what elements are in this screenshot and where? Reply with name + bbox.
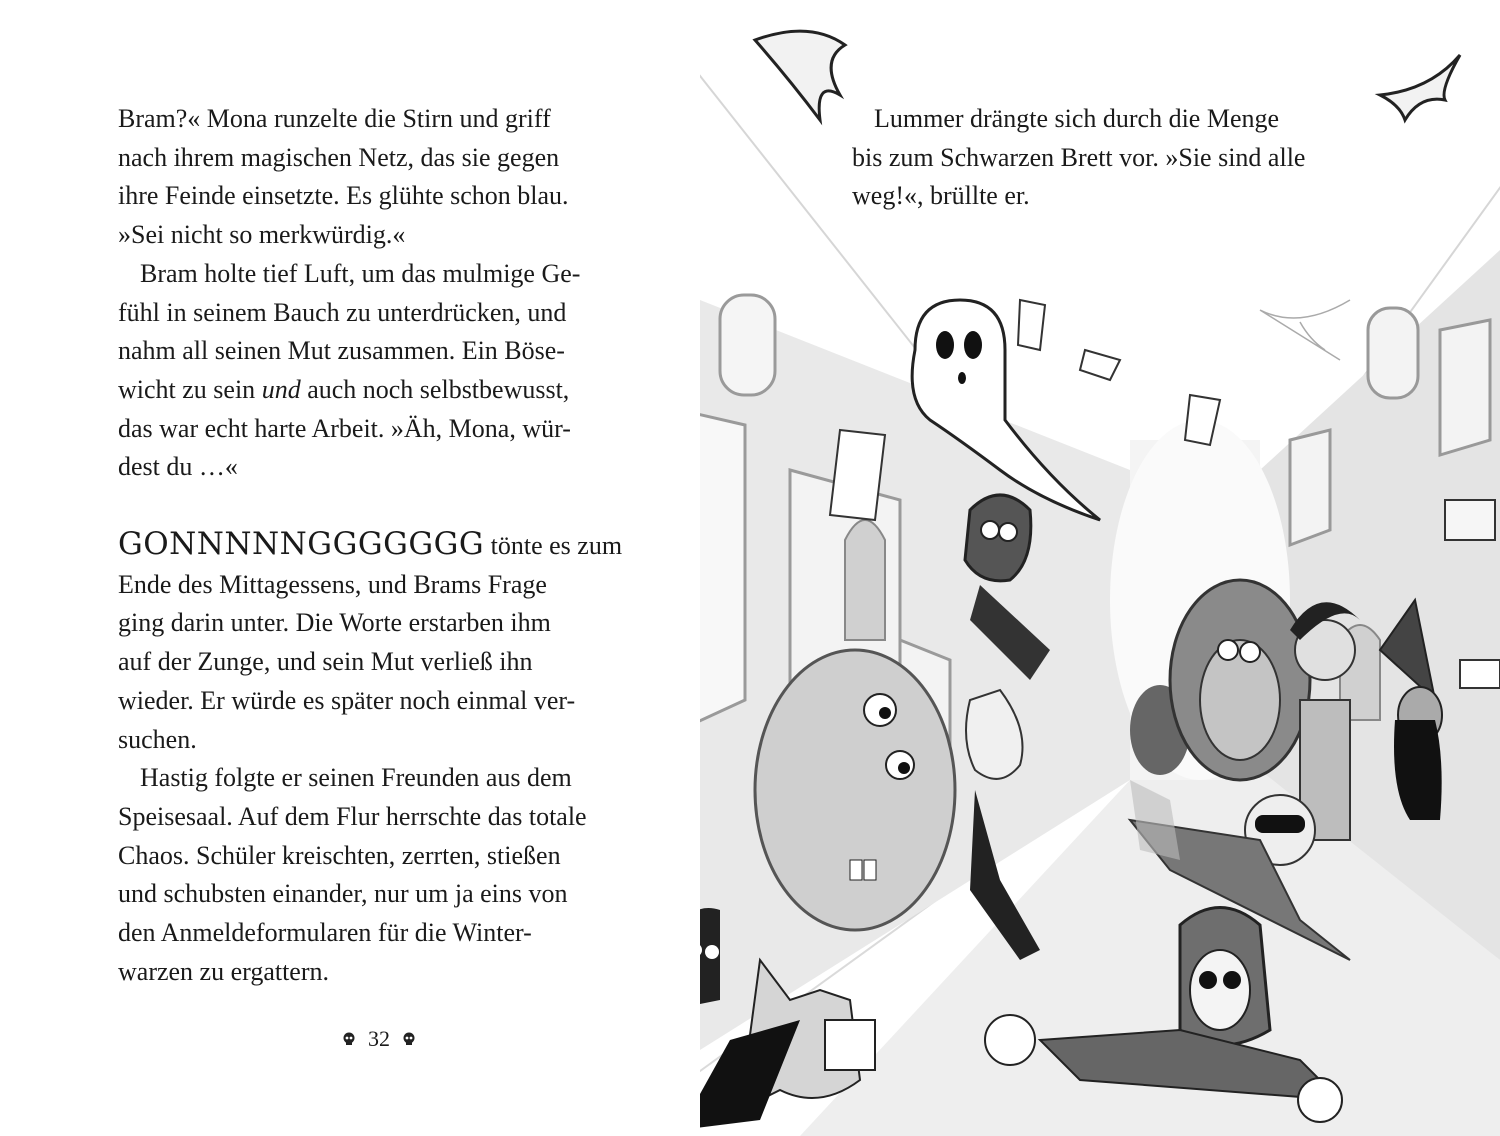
text-line: Speisesaal. Auf dem Flur herrschte das totale xyxy=(118,801,587,831)
text-line: Lummer drängte sich durch die Menge xyxy=(874,104,1280,133)
text-line: fühl in seinem Bauch zu unterdrücken, und xyxy=(118,297,567,327)
paragraph-1 xyxy=(118,100,658,255)
right-page xyxy=(700,0,1500,1136)
text-line: wieder. Er würde es später noch einmal ver- xyxy=(118,685,576,715)
text-line: »Sei nicht so merkwürdig.« xyxy=(118,220,406,250)
page-number-text: 32 xyxy=(368,1026,390,1051)
text-line: und schubsten einander, nur um ja eins von xyxy=(118,879,568,909)
right-text-block xyxy=(852,100,1392,216)
paragraph-2 xyxy=(118,255,658,487)
text-line: Bram?« Mona runzelte die Stirn und griff xyxy=(118,104,551,133)
text-line: Bram holte tief Luft, um das mulmige Ge- xyxy=(140,258,581,288)
text-line: bis zum Schwarzen Brett vor. »Sie sind alle xyxy=(852,142,1306,172)
text-line xyxy=(118,525,658,566)
text-line: Chaos. Schüler kreischten, zerrten, stießen xyxy=(118,840,561,870)
text-line: Hastig folgte er seinen Freunden aus dem xyxy=(140,763,572,793)
text-line: ging darin unter. Die Worte erstarben ihm xyxy=(118,608,551,638)
text-line xyxy=(118,371,658,410)
paragraph-4 xyxy=(118,759,658,991)
emphasis: und xyxy=(261,374,301,404)
text-line: suchen. xyxy=(118,724,197,754)
text-line: Ende des Mittagessens, und Brams Frage xyxy=(118,569,547,599)
left-text-block xyxy=(118,100,658,991)
text-fragment: tönte es zum xyxy=(484,531,623,561)
text-fragment: wicht zu sein xyxy=(118,374,262,404)
text-line: weg!«, brüllte er. xyxy=(852,181,1030,211)
text-line: ihre Feinde einsetzte. Es glühte schon blau. xyxy=(118,181,569,211)
text-fragment: auch noch selbstbewusst, xyxy=(300,374,570,404)
text-line: den Anmeldeformularen für die Winter- xyxy=(118,918,532,948)
text-line: auf der Zunge, und sein Mut verließ ihn xyxy=(118,647,533,677)
text-line: nach ihrem magischen Netz, das sie gegen xyxy=(118,142,560,172)
gong-word: GONNNNNGGGGGGG xyxy=(118,526,485,563)
left-page xyxy=(0,0,700,1136)
paragraph-3 xyxy=(118,525,658,759)
text-line: dest du …« xyxy=(118,452,238,482)
skull-icon xyxy=(402,1032,416,1046)
text-line: warzen zu ergattern. xyxy=(118,956,330,986)
page-number xyxy=(342,1026,416,1052)
text-line: das war echt harte Arbeit. »Äh, Mona, wür- xyxy=(118,413,571,443)
text-line: nahm all seinen Mut zusammen. Ein Böse- xyxy=(118,336,565,366)
skull-icon xyxy=(342,1032,356,1046)
